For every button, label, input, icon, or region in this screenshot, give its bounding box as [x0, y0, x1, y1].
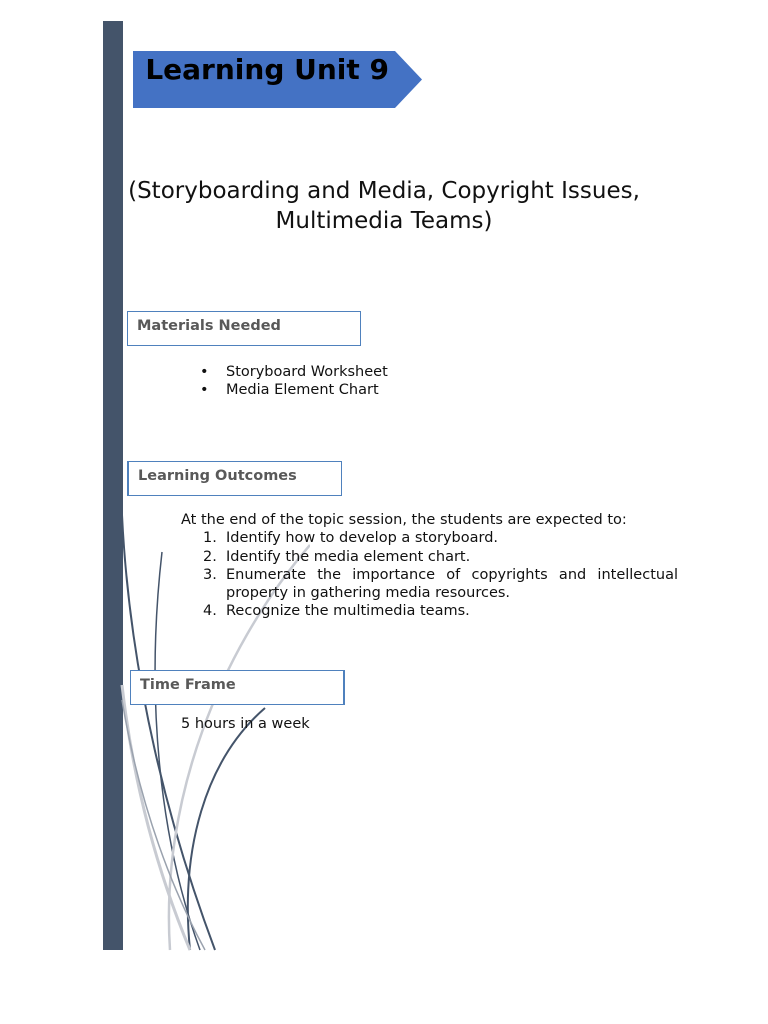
bullet-icon: • [200, 364, 209, 380]
unit-title: Learning Unit 9 [145, 53, 389, 86]
materials-heading: Materials Needed [137, 318, 281, 334]
list-item-number: 2. [203, 548, 217, 565]
list-item-number: 1. [203, 530, 217, 547]
list-item-text: Identify how to develop a storyboard. [226, 530, 499, 547]
list-item [203, 602, 678, 620]
outcomes-section [181, 511, 678, 621]
list-item-number: 3. [203, 566, 217, 583]
bullet-icon: • [200, 382, 209, 398]
outcomes-intro: At the end of the topic session, the students are expected to: [181, 512, 627, 528]
list-item [203, 566, 678, 603]
materials-heading-box [127, 311, 361, 346]
time-frame-heading-box [130, 670, 345, 705]
outcomes-heading-box [127, 461, 342, 496]
list-item-label: Media Element Chart [226, 382, 379, 398]
list-item [200, 363, 388, 381]
page-title-line-2: Multimedia Teams) [275, 208, 493, 234]
page-title [90, 176, 678, 236]
unit-banner [133, 51, 423, 108]
time-frame-heading: Time Frame [140, 677, 236, 693]
list-item-label: Storyboard Worksheet [226, 364, 388, 380]
materials-list [200, 363, 388, 399]
page-title-line-1: (Storyboarding and Media, Copyright Issues, [128, 178, 640, 204]
list-item-text: Identify the media element chart. [226, 548, 471, 565]
time-frame-value: 5 hours in a week [181, 716, 310, 732]
outcomes-heading: Learning Outcomes [138, 468, 297, 484]
list-item-number: 4. [203, 603, 217, 620]
list-item-text: Recognize the multimedia teams. [226, 603, 470, 620]
list-item [203, 548, 678, 566]
list-item [203, 529, 678, 547]
list-item [200, 381, 388, 399]
list-item-text: Enumerate the importance of copyrights and intellectual property in gathering media resources. [226, 566, 678, 602]
